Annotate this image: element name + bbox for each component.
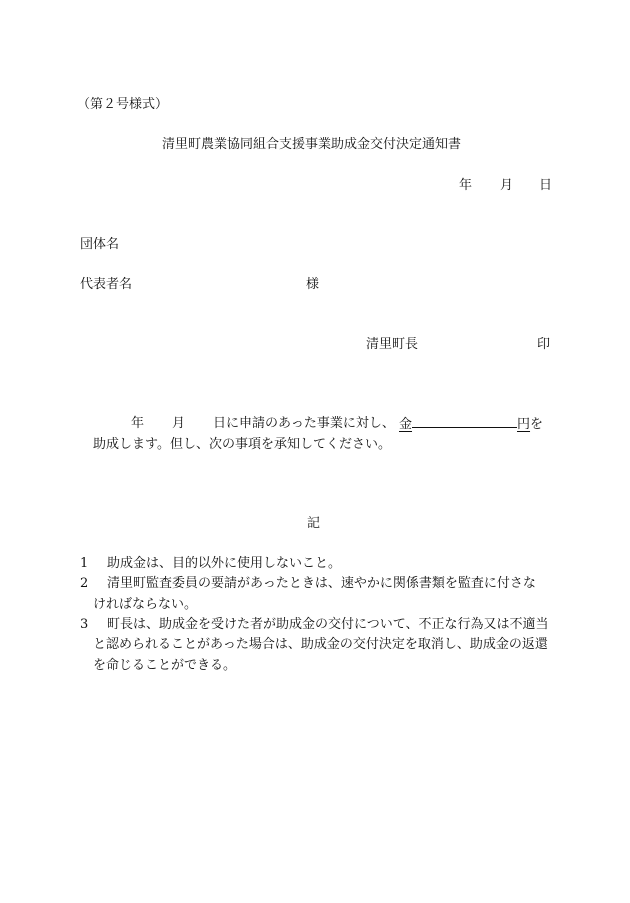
item-2-text: 清里町監査委員の要請があったときは、速やかに関係書類を監査に付さな bbox=[107, 576, 536, 591]
body-day-text: 日に申請のあった事業に対し、 bbox=[213, 416, 395, 431]
ki-heading: 記 bbox=[307, 516, 321, 531]
item-3-number: 3 bbox=[80, 617, 89, 632]
amount-suffix-yen: 円 bbox=[517, 417, 531, 432]
item-2-continuation: ければならない。 bbox=[93, 597, 198, 612]
amount-field bbox=[399, 417, 543, 431]
date-month-label: 月 bbox=[500, 178, 514, 193]
date-day-label: 日 bbox=[539, 178, 553, 193]
seal-mark: 印 bbox=[537, 337, 551, 352]
item-1-text: 助成金は、目的以外に使用しないこと。 bbox=[107, 556, 342, 571]
item-3-text: 町長は、助成金を受けた者が助成金の交付について、不正な行為又は不適当 bbox=[107, 617, 549, 632]
item-1-number: 1 bbox=[80, 556, 89, 571]
date-year-label: 年 bbox=[459, 178, 473, 193]
issuer-title: 清里町長 bbox=[366, 337, 419, 352]
item-3-continuation-2: を命じることができる。 bbox=[93, 658, 237, 673]
amount-prefix: 金 bbox=[399, 417, 413, 432]
item-2-number: 2 bbox=[80, 576, 89, 591]
group-name-label: 団体名 bbox=[80, 237, 120, 252]
item-3-continuation-1: と認められることがあった場合は、助成金の交付決定を取消し、助成金の返還 bbox=[93, 637, 548, 652]
body-month-label: 月 bbox=[172, 416, 186, 431]
amount-suffix-particle: を bbox=[530, 417, 544, 432]
representative-label: 代表者名 bbox=[80, 277, 133, 292]
body-line-2: 助成します。但し、次の事項を承知してください。 bbox=[93, 437, 391, 452]
document-title: 清里町農業協同組合支援事業助成金交付決定通知書 bbox=[162, 137, 462, 152]
body-year-label: 年 bbox=[131, 416, 145, 431]
amount-blank-line bbox=[412, 417, 517, 428]
honorific: 様 bbox=[306, 277, 320, 292]
form-number: （第２号様式） bbox=[77, 97, 169, 112]
